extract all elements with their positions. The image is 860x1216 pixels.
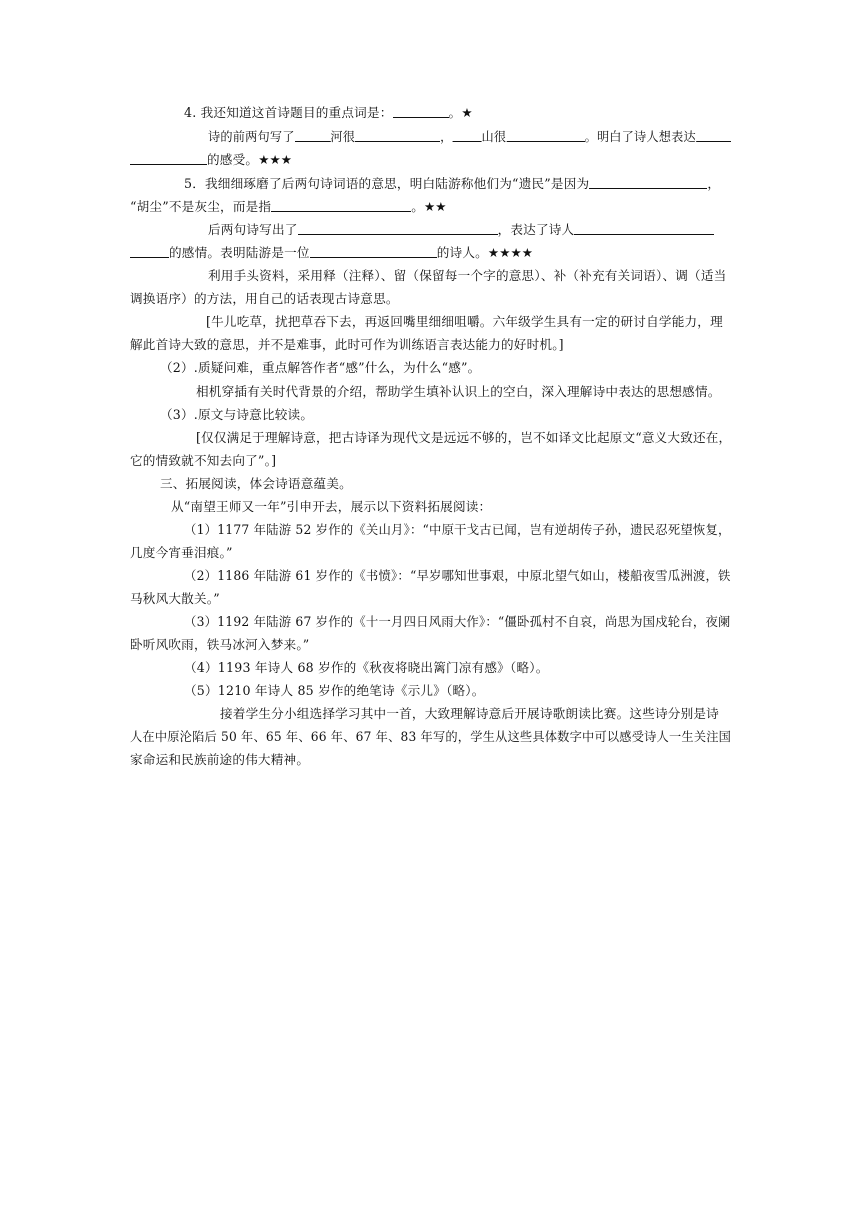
method-line1: 利用手头资料，采用释（注释）、留（保留每一个字的意思）、补（补充有关词语）、调（适当	[208, 268, 727, 283]
answer-blank[interactable]	[393, 105, 449, 118]
question-4	[184, 105, 473, 121]
ending-line2: 人在中原沦陷后 50 年、65 年、66 年、67 年、83 年写的，学生从这些具体数字中可以感受诗人一生关注国	[130, 729, 732, 744]
question-4b-line1	[208, 129, 731, 145]
text: 山很	[481, 129, 507, 144]
answer-blank[interactable]	[310, 245, 437, 258]
section-2-text: 相机穿插有关时代背景的介绍，帮助学生填补认识上的空白，深入理解诗中表达的思想感情。	[196, 384, 721, 399]
text: 后两句诗写出了	[208, 222, 298, 237]
answer-blank[interactable]	[355, 129, 440, 142]
star-rating: ★	[461, 105, 473, 120]
text: 的诗人。	[436, 245, 488, 260]
section-2-heading: （2）.质疑问难，重点解答作者“感”什么，为什么“感”。	[160, 360, 481, 375]
method-line2: 调换语序）的方法，用自己的话表现古诗意思。	[130, 291, 399, 306]
reading-2-line1: （2）1186 年陆游 61 岁作的《书愤》：“早岁哪知世事艰，中原北望气如山，楼船夜雪瓜洲渡，铁	[184, 568, 731, 583]
reading-4: （4）1193 年诗人 68 岁作的《秋夜将晓出篱门凉有感》（略）。	[184, 660, 549, 675]
answer-blank[interactable]	[295, 129, 331, 142]
punct: 。	[448, 105, 462, 120]
note-2-line2: 它的情致就不知去向了”。]	[130, 453, 277, 468]
star-rating: ★★★★	[487, 245, 534, 260]
text: 河很	[330, 129, 356, 144]
reading-3-line1: （3）1192 年陆游 67 岁作的《十一月四日风雨大作》：“僵卧孤村不自哀，尚思为国戍轮台，夜阑	[184, 614, 731, 629]
question-5b-line2	[130, 245, 533, 261]
reading-5: （5）1210 年诗人 85 岁作的绝笔诗《示儿》（略）。	[184, 683, 485, 698]
text: 5．我细细琢磨了后两句诗词语的意思，明白陆游称他们为“遗民”是因为	[184, 176, 590, 191]
part-3-heading: 三、拓展阅读，体会诗语意蕴美。	[160, 476, 352, 491]
answer-blank[interactable]	[298, 222, 498, 235]
question-4b-line2	[130, 152, 292, 168]
answer-blank[interactable]	[453, 129, 482, 142]
intro-text: 从“南望王师又一年”引申开去，展示以下资料拓展阅读：	[171, 499, 492, 514]
answer-blank[interactable]	[574, 222, 714, 235]
note-1-line1: [牛儿吃草，扰把草吞下去，再返回嘴里细细咀嚼。六年级学生具有一定的研讨自学能力，理	[206, 314, 723, 329]
reading-2-line2: 马秋风大散关。”	[130, 591, 220, 606]
text: ，	[707, 176, 721, 191]
star-rating: ★★	[424, 199, 447, 214]
answer-blank[interactable]	[130, 152, 207, 165]
question-4-text: 4. 我还知道这首诗题目的重点词是：	[184, 105, 393, 120]
text: 。	[411, 199, 425, 214]
question-5-line1	[184, 176, 720, 192]
reading-1-line2: 几度今宵垂泪痕。”	[130, 545, 233, 560]
note-1-line2: 解此首诗大致的意思，并不是难事，此时可作为训练语言表达能力的好时机。]	[130, 337, 564, 352]
answer-blank[interactable]	[130, 245, 169, 258]
section-3-heading: （3）.原文与诗意比较读。	[160, 407, 314, 422]
answer-blank[interactable]	[506, 129, 584, 142]
text: 。明白了诗人想表达	[584, 129, 696, 144]
note-2-line1: [仅仅满足于理解诗意，把古诗译为现代文是远远不够的，岂不如译文比起原文“意义大致还在，	[196, 430, 732, 445]
text: ，表达了诗人	[497, 222, 575, 237]
text: ，	[440, 129, 453, 144]
reading-3-line2: 卧听风吹雨，铁马冰河入梦来。”	[130, 637, 310, 652]
ending-line3: 家命运和民族前途的伟大精神。	[130, 752, 310, 767]
question-5-line2	[130, 199, 447, 215]
text: “胡尘”不是灰尘，而是指	[130, 199, 272, 214]
star-rating: ★★★	[258, 152, 293, 167]
answer-blank[interactable]	[589, 176, 707, 189]
ending-line1: 接着学生分小组选择学习其中一首，大致理解诗意后开展诗歌朗读比赛。这些诗分别是诗	[220, 706, 719, 721]
question-5b-line1	[208, 222, 714, 238]
text: 诗的前两句写了	[208, 129, 295, 144]
answer-blank[interactable]	[696, 129, 731, 142]
answer-blank[interactable]	[271, 199, 411, 212]
text: 的感情。表明陆游是一位	[169, 245, 310, 260]
reading-1-line1: （1）1177 年陆游 52 岁作的《关山月》：“中原干戈古已闻，岂有逆胡传子孙，遗民忍死望恢复，	[184, 522, 731, 537]
text: 的感受。	[207, 152, 259, 167]
